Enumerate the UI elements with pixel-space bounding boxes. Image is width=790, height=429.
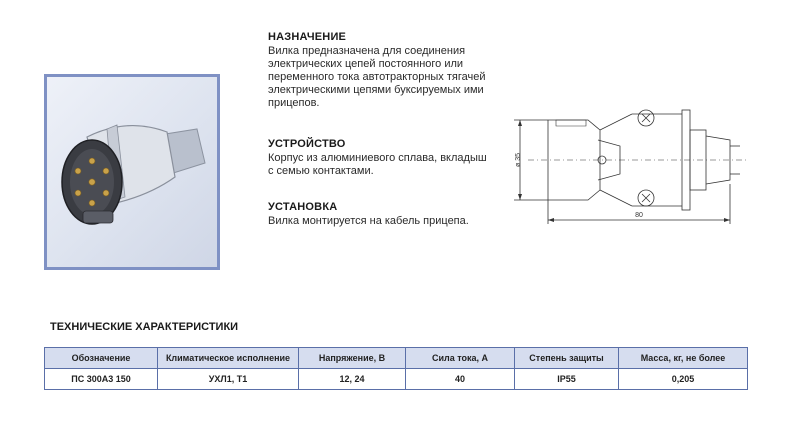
specs-title: ТЕХНИЧЕСКИЕ ХАРАКТЕРИСТИКИ xyxy=(50,321,239,333)
voltage-cell: 12, 24 xyxy=(299,369,406,390)
specs-table xyxy=(44,347,748,390)
col-current-header: Сила тока, А xyxy=(406,348,515,369)
purpose-heading: НАЗНАЧЕНИЕ xyxy=(268,31,347,43)
purpose-line: электрических цепей постоянного или xyxy=(268,58,464,70)
col-voltage-header: Напряжение, В xyxy=(299,348,406,369)
col-designation-header: Обозначение xyxy=(45,348,158,369)
product-photo-frame xyxy=(44,74,220,270)
product-photo xyxy=(47,77,217,267)
installation-line: Вилка монтируется на кабель прицепа. xyxy=(268,215,469,227)
col-mass-header: Масса, кг, не более xyxy=(619,348,748,369)
purpose-line: Вилка предназначена для соединения xyxy=(268,45,466,57)
mass-cell: 0,205 xyxy=(619,369,748,390)
construction-heading: УСТРОЙСТВО xyxy=(268,138,346,150)
installation-heading: УСТАНОВКА xyxy=(268,201,338,213)
purpose-section xyxy=(268,31,518,110)
purpose-line: переменного тока автотракторных тягачей xyxy=(268,71,486,83)
current-cell: 40 xyxy=(406,369,515,390)
specs-header-row xyxy=(45,348,748,369)
climate-cell: УХЛ1, Т1 xyxy=(158,369,299,390)
construction-section xyxy=(268,138,518,178)
table-row xyxy=(45,369,748,390)
purpose-line: прицепов. xyxy=(268,97,320,109)
construction-line: с семью контактами. xyxy=(268,165,374,177)
technical-drawing xyxy=(508,100,750,230)
col-protection-header: Степень защиты xyxy=(515,348,619,369)
designation-cell: ПС 300А3 150 xyxy=(45,369,158,390)
construction-line: Корпус из алюминиевого сплава, вкладыш xyxy=(268,152,487,164)
installation-section xyxy=(268,201,518,228)
purpose-line: электрическими цепями буксируемых ими xyxy=(268,84,484,96)
plug-illustration xyxy=(47,77,217,267)
protection-cell: IP55 xyxy=(515,369,619,390)
col-climate-header: Климатическое исполнение xyxy=(158,348,299,369)
diameter-label: ø 35 xyxy=(515,152,522,168)
length-label: 80 xyxy=(635,212,643,219)
